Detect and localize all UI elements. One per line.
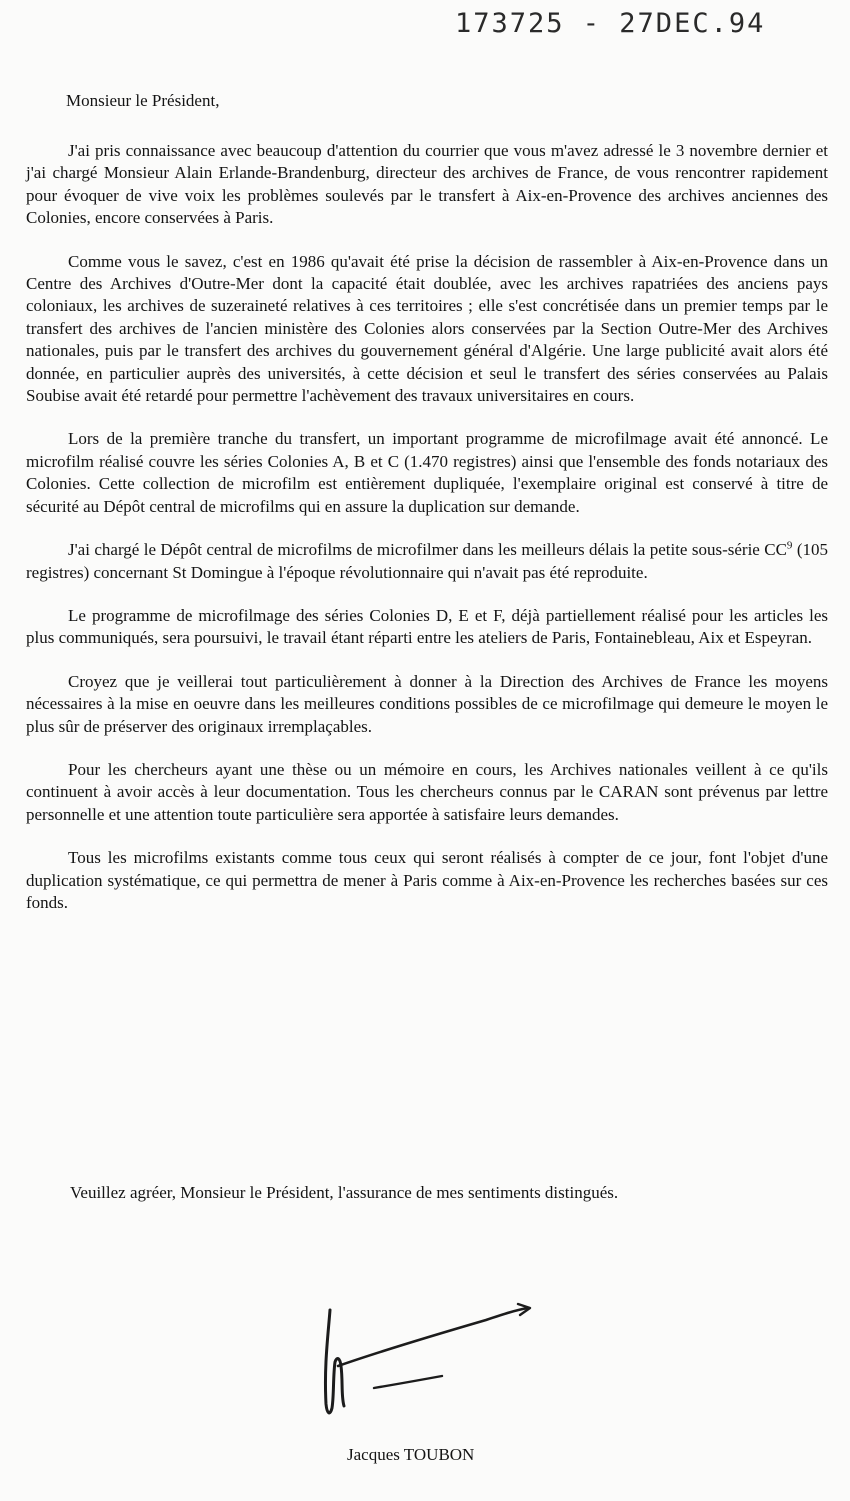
paragraph-7: Pour les chercheurs ayant une thèse ou un mémoire en cours, les Archives nationales veillent à ce qu'ils continuent à avoir accès à leur documentation. Tous les chercheurs connus par le CARAN sont prévenus par lettre personnelle et une attention toute particulière sera apportée à satisfaire leurs demandes. <box>26 759 828 824</box>
paragraph-1: J'ai pris connaissance avec beaucoup d'attention du courrier que vous m'avez adressé le 3 novembre dernier et j'ai chargé Monsieur Alain Erlande-Brandenburg, directeur des archives de France, de vous rencontrer rapidement pour évoquer de vive voix les problèmes soulevés par le transfert à Aix-en-Provence des archives anciennes des Colonies, encore conservées à Paris. <box>26 141 828 228</box>
received-stamp: 173725 - 27DEC.94 <box>455 8 766 39</box>
handwritten-signature <box>308 1296 548 1426</box>
paragraph-4 <box>26 539 828 584</box>
paragraph-4-text-a: J'ai chargé le Dépôt central de microfilms de microfilmer dans les meilleurs délais la petite sous-série CC <box>68 540 787 560</box>
paragraph-6: Croyez que je veillerai tout particulièrement à donner à la Direction des Archives de France les moyens nécessaires à la mise en oeuvre dans les meilleures conditions possibles de ce microfilmage qui demeure le moyen le plus sûr de préserver des originaux irremplaçables. <box>26 671 828 736</box>
paragraph-2: Comme vous le savez, c'est en 1986 qu'avait été prise la décision de rassembler à Aix-en-Provence dans un Centre des Archives d'Outre-Mer dont la capacité était doublée, avec les archives rapatriées des anciens pays coloniaux, les archives de suzeraineté relatives à ces territoires ; elle s'est concrétisée dans un premier temps par le transfert des archives de l'ancien ministère des Colonies alors conservées par la Section Outre-Mer des Archives nationales, puis par le transfert des archives du gouvernement général d'Algérie. Une large publicité avait alors été donnée, en particulier auprès des universités, à cette décision et seul le transfert des séries conservées au Palais Soubise avait été retardé pour permettre l'achèvement des travaux universitaires en cours. <box>26 251 828 406</box>
closing-line: Veuillez agréer, Monsieur le Président, l'assurance de mes sentiments distingués. <box>70 1183 619 1202</box>
letter-body <box>26 140 828 935</box>
paragraph-4-text-b: (105 registres) concernant St Domingue à l'époque révolutionnaire qui n'avait pas été reproduite. <box>26 540 828 582</box>
signer-name: Jacques TOUBON <box>347 1445 475 1464</box>
paragraph-8: Tous les microfilms existants comme tous ceux qui seront réalisés à compter de ce jour, font l'objet d'une duplication systématique, ce qui permettra de mener à Paris comme à Aix-en-Provence les recherches basées sur ces fonds. <box>26 848 828 912</box>
paragraph-3: Lors de la première tranche du transfert, un important programme de microfilmage avait été annoncé. Le microfilm réalisé couvre les séries Colonies A, B et C (1.470 registres) ainsi que l'ensemble des fonds notariaux des Colonies. Cette collection de microfilm est entièrement dupliquée, l'exemplaire original est conservé à titre de sécurité au Dépôt central de microfilms qui en assure la duplication sur demande. <box>26 429 828 516</box>
salutation: Monsieur le Président, <box>66 91 220 110</box>
paragraph-4-superscript: 9 <box>786 539 793 552</box>
paragraph-5: Le programme de microfilmage des séries Colonies D, E et F, déjà partiellement réalisé pour les articles les plus communiqués, sera poursuivi, le travail étant réparti entre les ateliers de Paris, Fontainebleau, Aix et Espeyran. <box>26 605 828 648</box>
